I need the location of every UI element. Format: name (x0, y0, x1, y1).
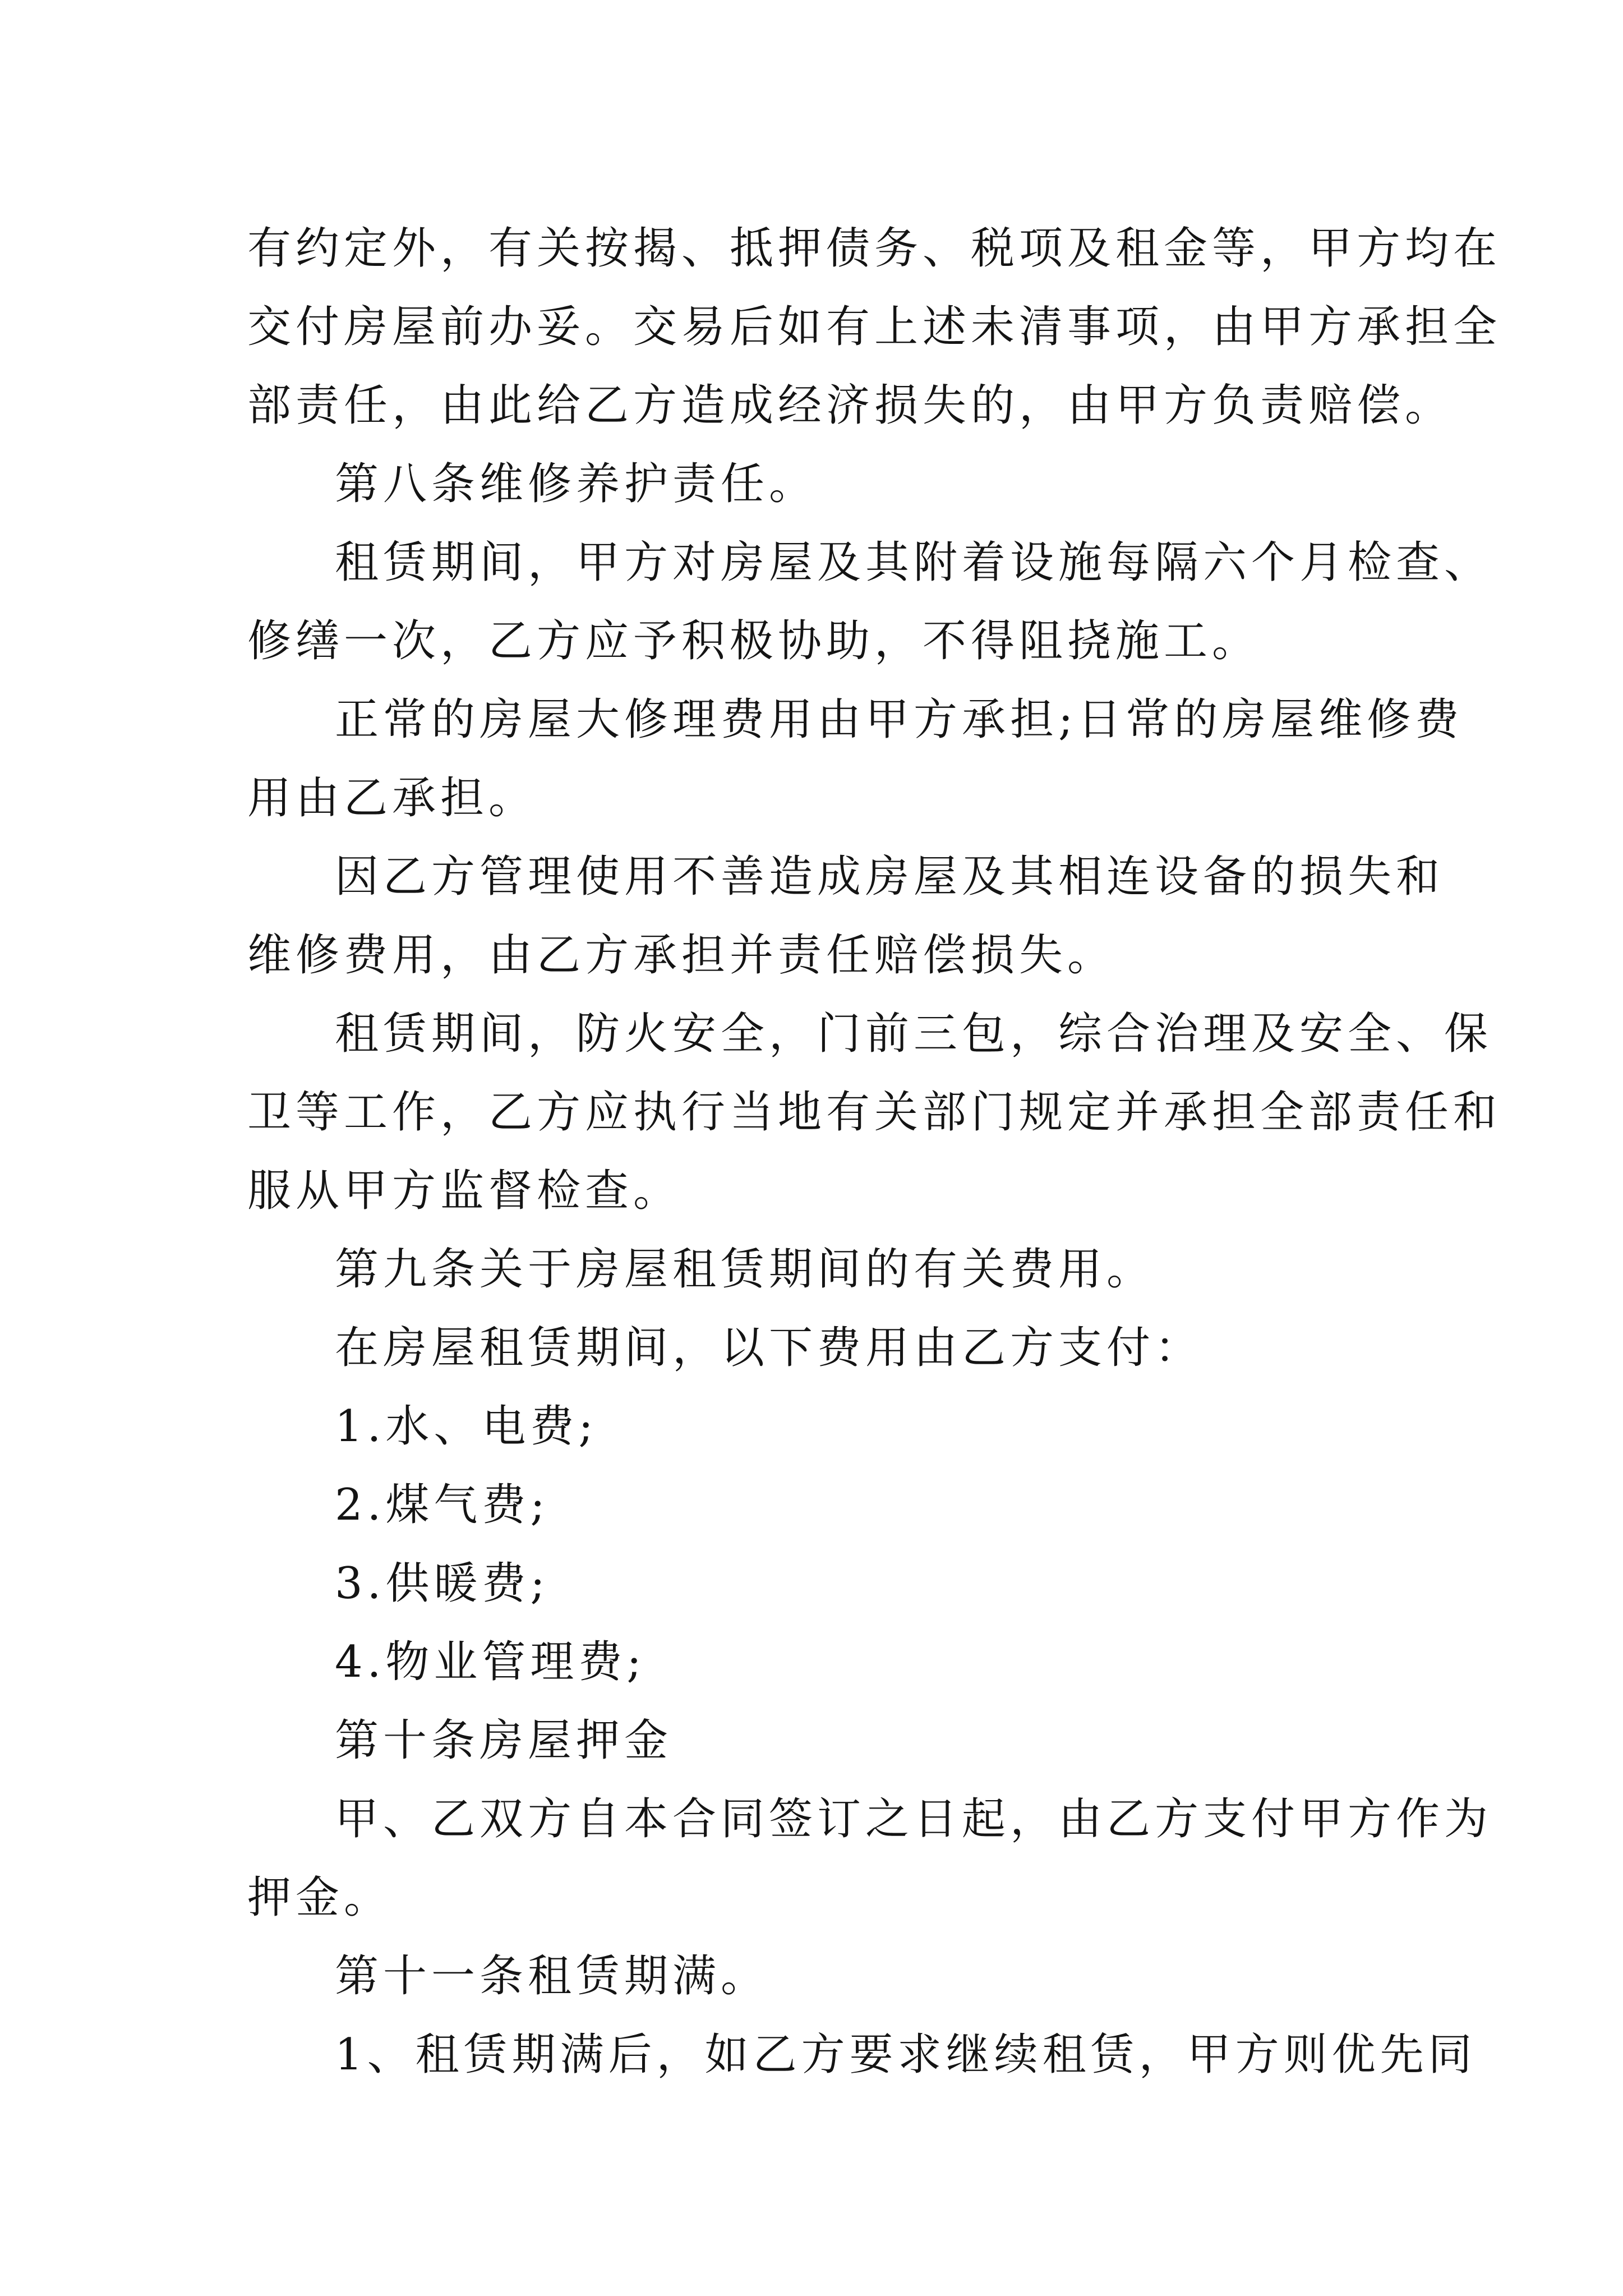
text-line: 租赁期间，防火安全，门前三包，综合治理及安全、保 (335, 1009, 1493, 1059)
text-line: 正常的房屋大修理费用由甲方承担;日常的房屋维修费 (335, 694, 1464, 745)
text-line: 卫等工作，乙方应执行当地有关部门规定并承担全部责任和 (247, 1087, 1502, 1138)
text-line: 部责任，由此给乙方造成经济损失的，由甲方负责赔偿。 (247, 380, 1454, 431)
text-line: 服从甲方监督检查。 (247, 1166, 682, 1216)
text-line: 租赁期间，甲方对房屋及其附着设施每隔六个月检查、 (335, 537, 1493, 588)
article-heading: 第八条维修养护责任。 (335, 459, 818, 509)
list-item: 3.供暖费; (335, 1558, 550, 1609)
text-line: 甲、乙双方自本合同签订之日起，由乙方支付甲方作为 (335, 1794, 1493, 1844)
text-line: 有约定外，有关按揭、抵押债务、税项及租金等，甲方均在 (247, 223, 1502, 274)
document-body (247, 209, 1502, 2094)
article-heading: 第十一条租赁期满。 (335, 1951, 769, 2001)
text-line: 因乙方管理使用不善造成房屋及其相连设备的损失和 (335, 852, 1445, 902)
text-line: 押金。 (247, 1872, 393, 1923)
text-line: 1、租赁期满后，如乙方要求继续租赁，甲方则优先同 (335, 2030, 1477, 2080)
article-heading: 第十条房屋押金 (335, 1715, 673, 1766)
list-item: 1.水、电费; (335, 1401, 598, 1452)
list-item: 2.煤气费; (335, 1480, 550, 1530)
text-line: 在房屋租赁期间，以下费用由乙方支付： (335, 1323, 1204, 1373)
text-line: 维修费用，由乙方承担并责任赔偿损失。 (247, 930, 1116, 981)
article-heading: 第九条关于房屋租赁期间的有关费用。 (335, 1244, 1155, 1295)
text-line: 用由乙承担。 (247, 773, 537, 823)
text-line: 修缮一次，乙方应予积极协助，不得阻挠施工。 (247, 616, 1261, 666)
text-line: 交付房屋前办妥。交易后如有上述未清事项，由甲方承担全 (247, 302, 1502, 352)
list-item: 4.物业管理费; (335, 1637, 646, 1687)
